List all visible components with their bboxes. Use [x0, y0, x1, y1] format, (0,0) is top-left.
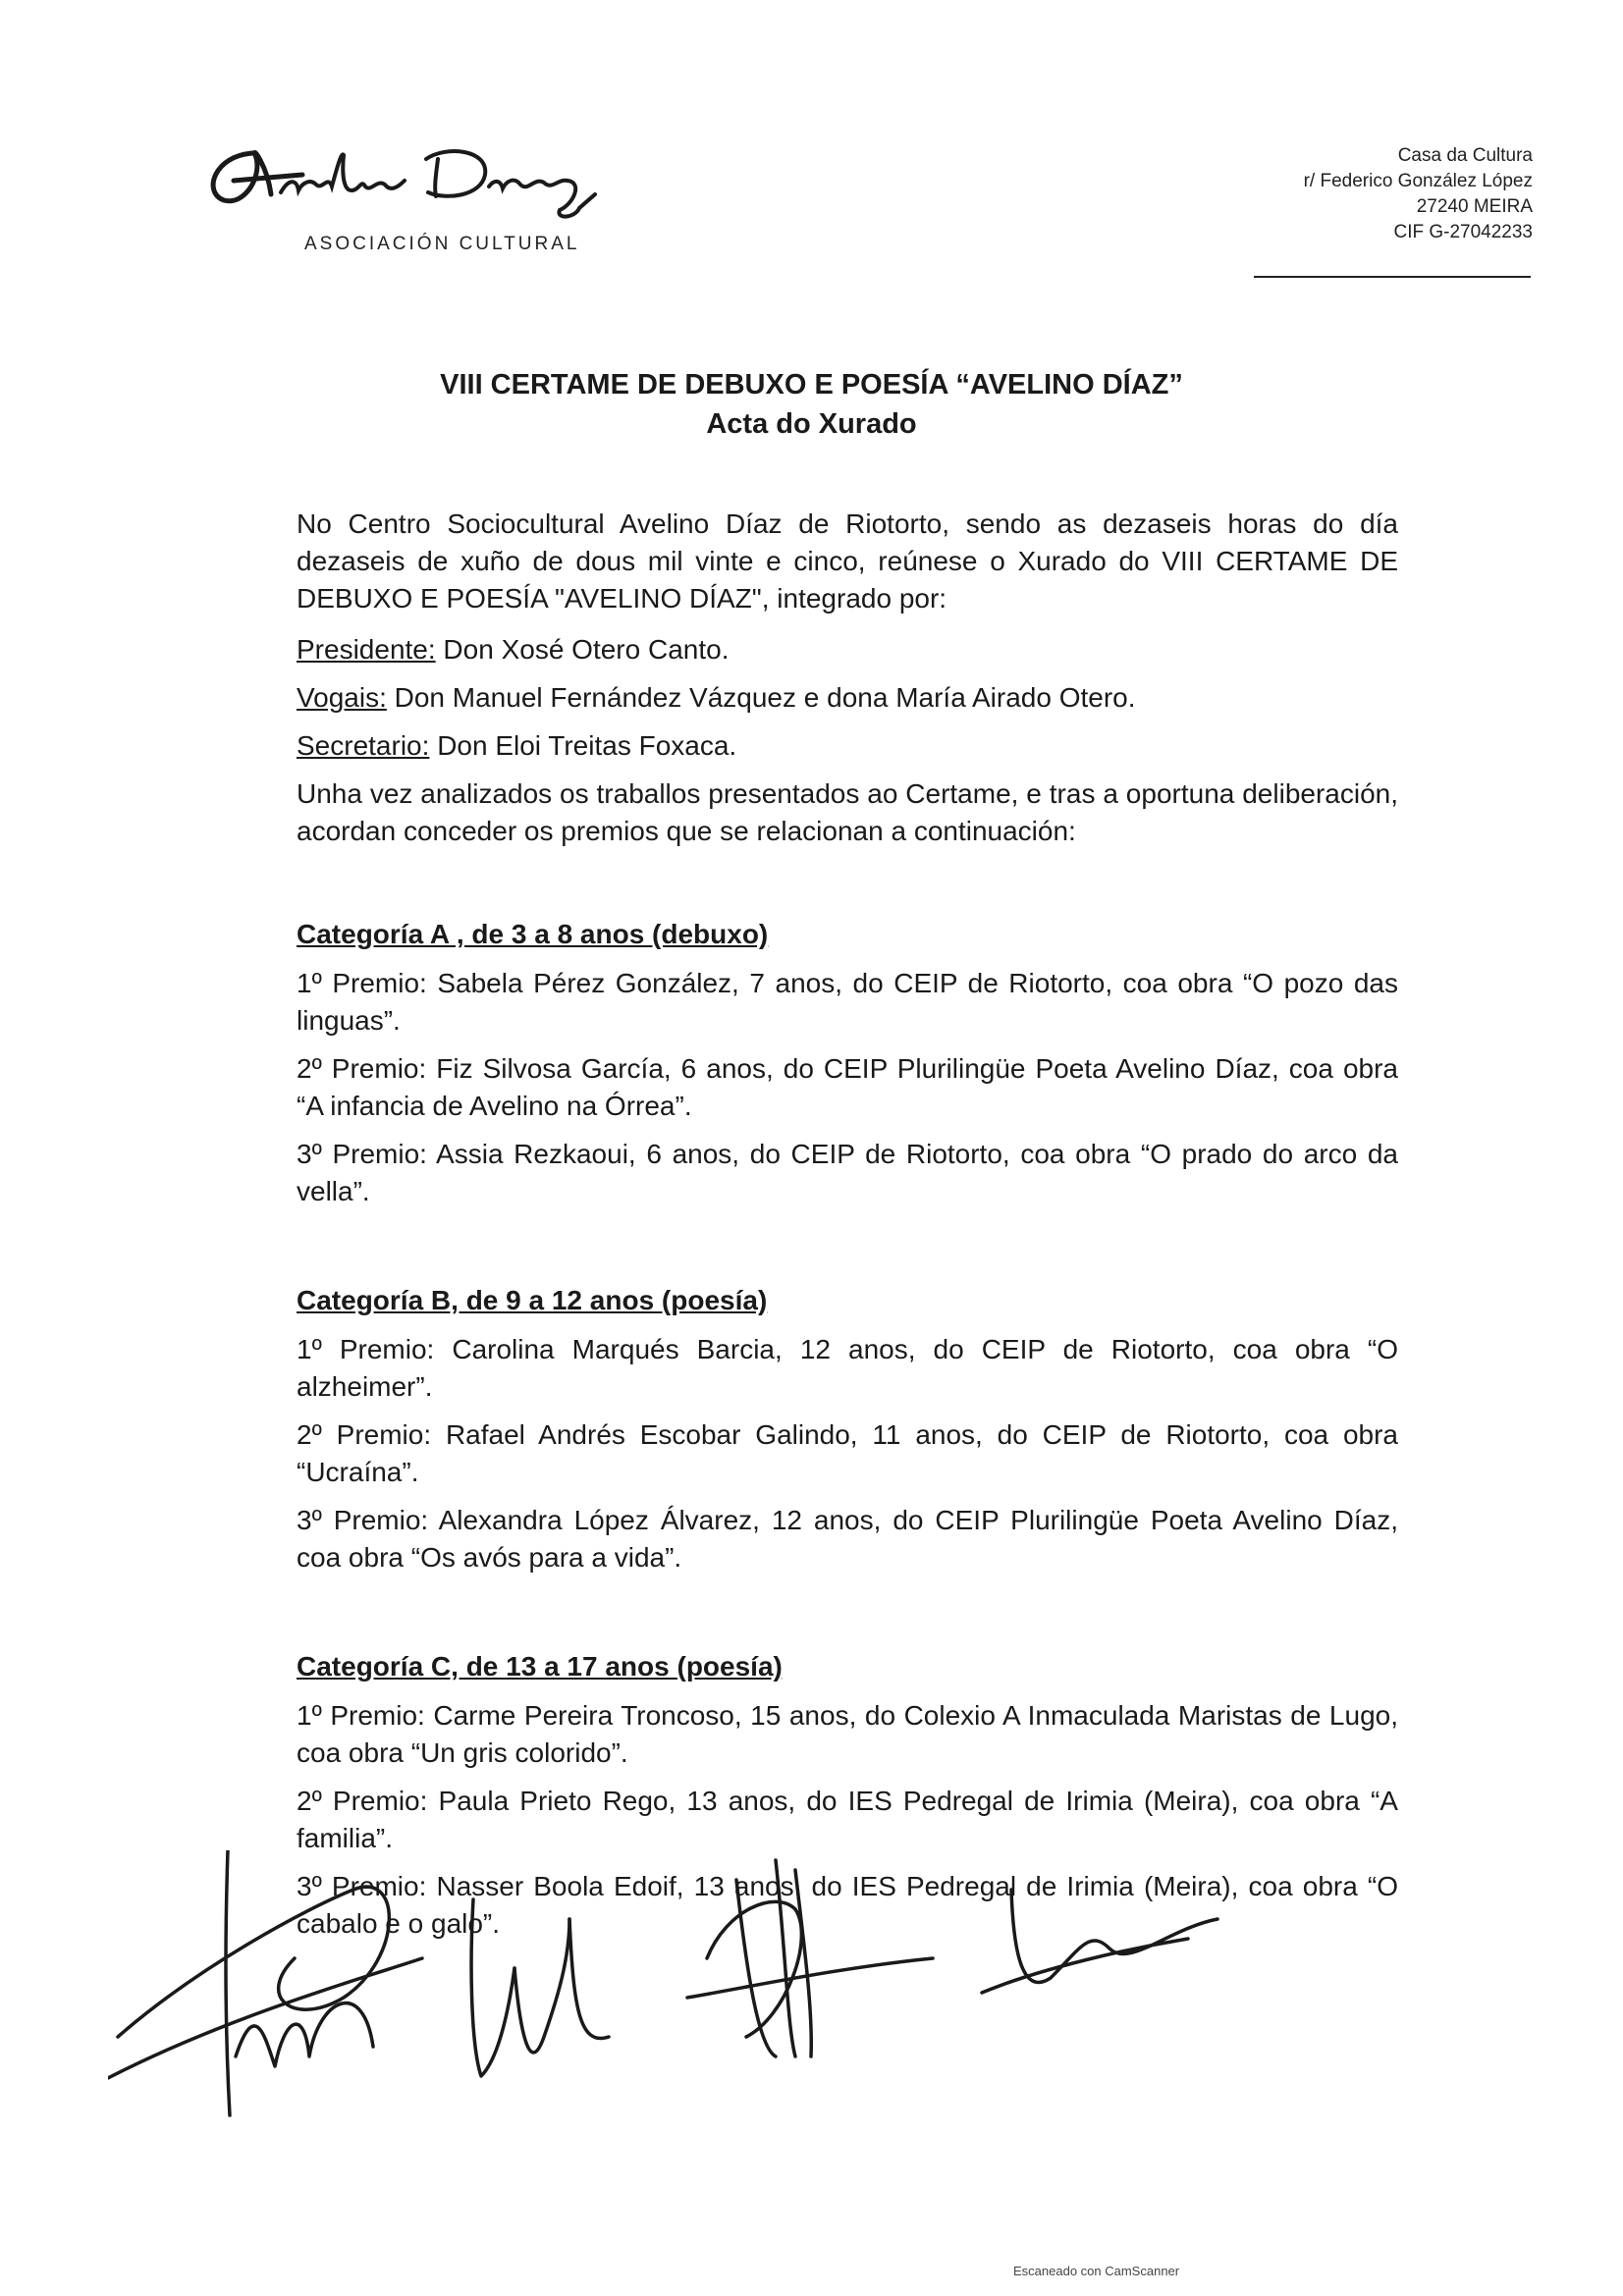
- prize-entry: 3º Premio: Nasser Boola Edoif, 13 anos, do IES Pedregal de Irimia (Meira), coa obra “O cabalo e o galo”.: [297, 1871, 1398, 1939]
- document-title: VIII CERTAME DE DEBUXO E POESÍA “AVELINO DÍAZ”: [440, 369, 1183, 400]
- secretary-label: Secretario:: [297, 730, 430, 761]
- category-heading: Categoría A , de 3 a 8 anos (debuxo): [297, 919, 769, 949]
- prize-entry: 2º Premio: Fiz Silvosa García, 6 anos, do CEIP Plurilingüe Poeta Avelino Díaz, coa obra “A infancia de Avelino na Órrea”.: [297, 1053, 1398, 1121]
- title-block: [0, 365, 1623, 444]
- prize-entry: 2º Premio: Rafael Andrés Escobar Galindo, 11 anos, do CEIP de Riotorto, coa obra “Ucraína”.: [297, 1419, 1398, 1487]
- deliberation-paragraph: Unha vez analizados os traballos presentados ao Certame, e tras a oportuna deliberación, acordan conceder os premios que se relacionan a continuación:: [297, 778, 1398, 846]
- members-names: Don Manuel Fernández Vázquez e dona María Airado Otero.: [394, 682, 1136, 713]
- prize-entry: 1º Premio: Sabela Pérez González, 7 anos, do CEIP de Riotorto, coa obra “O pozo das linguas”.: [297, 968, 1398, 1036]
- secretary-name: Don Eloi Treitas Foxaca.: [437, 730, 737, 761]
- signatures-area: [108, 1850, 1434, 2194]
- prize-entry: 3º Premio: Assia Rezkaoui, 6 anos, do CEIP de Riotorto, coa obra “O prado do arco da vella”.: [297, 1139, 1398, 1206]
- jury-secretary: [297, 727, 1398, 765]
- category-heading: Categoría C, de 13 a 17 anos (poesía): [297, 1651, 783, 1682]
- prize-entry: 1º Premio: Carolina Marqués Barcia, 12 anos, do CEIP de Riotorto, coa obra “O alzheimer”.: [297, 1334, 1398, 1402]
- scanner-watermark: Escaneado con CamScanner: [1013, 2264, 1180, 2278]
- address-line: Casa da Cultura: [1397, 145, 1533, 166]
- document-body: [297, 506, 1398, 1953]
- prize-entry: 2º Premio: Paula Prieto Rego, 13 anos, do IES Pedregal de Irimia (Meira), coa obra “A familia”.: [297, 1786, 1398, 1853]
- president-name: Don Xosé Otero Canto.: [443, 634, 730, 665]
- members-label: Vogais:: [297, 682, 387, 713]
- address-line: 27240 MEIRA: [1416, 196, 1533, 217]
- logo-subtitle: ASOCIACIÓN CULTURAL: [304, 234, 580, 254]
- category-heading: Categoría B, de 9 a 12 anos (poesía): [297, 1285, 768, 1315]
- category-section: [297, 916, 1398, 1210]
- address-divider: [1254, 276, 1531, 278]
- jury-members: [297, 679, 1398, 717]
- intro-paragraph: No Centro Sociocultural Avelino Díaz de Riotorto, sendo as dezaseis horas do día dezaseis de xuño de dous mil vinte e cinco, reúnese o Xurado do VIII CERTAME DE DEBUXO E POESÍA "AVELINO DÍAZ", integrado por:: [297, 508, 1398, 614]
- logo-script-signature: [194, 135, 666, 234]
- address-block: [1304, 143, 1533, 245]
- president-label: Presidente:: [297, 634, 436, 665]
- prize-entry: 1º Premio: Carme Pereira Troncoso, 15 anos, do Colexio A Inmaculada Maristas de Lugo, coa obra “Un gris colorido”.: [297, 1700, 1398, 1768]
- prize-entry: 3º Premio: Alexandra López Álvarez, 12 anos, do CEIP Plurilingüe Poeta Avelino Díaz, coa obra “Os avós para a vida”.: [297, 1505, 1398, 1573]
- association-logo: [194, 135, 666, 263]
- address-line: CIF G-27042233: [1393, 222, 1533, 242]
- handwritten-signatures: [108, 1850, 1434, 2194]
- document-subtitle: Acta do Xurado: [706, 408, 917, 440]
- address-line: r/ Federico González López: [1303, 171, 1533, 191]
- category-section: [297, 1282, 1398, 1576]
- jury-president: [297, 631, 1398, 668]
